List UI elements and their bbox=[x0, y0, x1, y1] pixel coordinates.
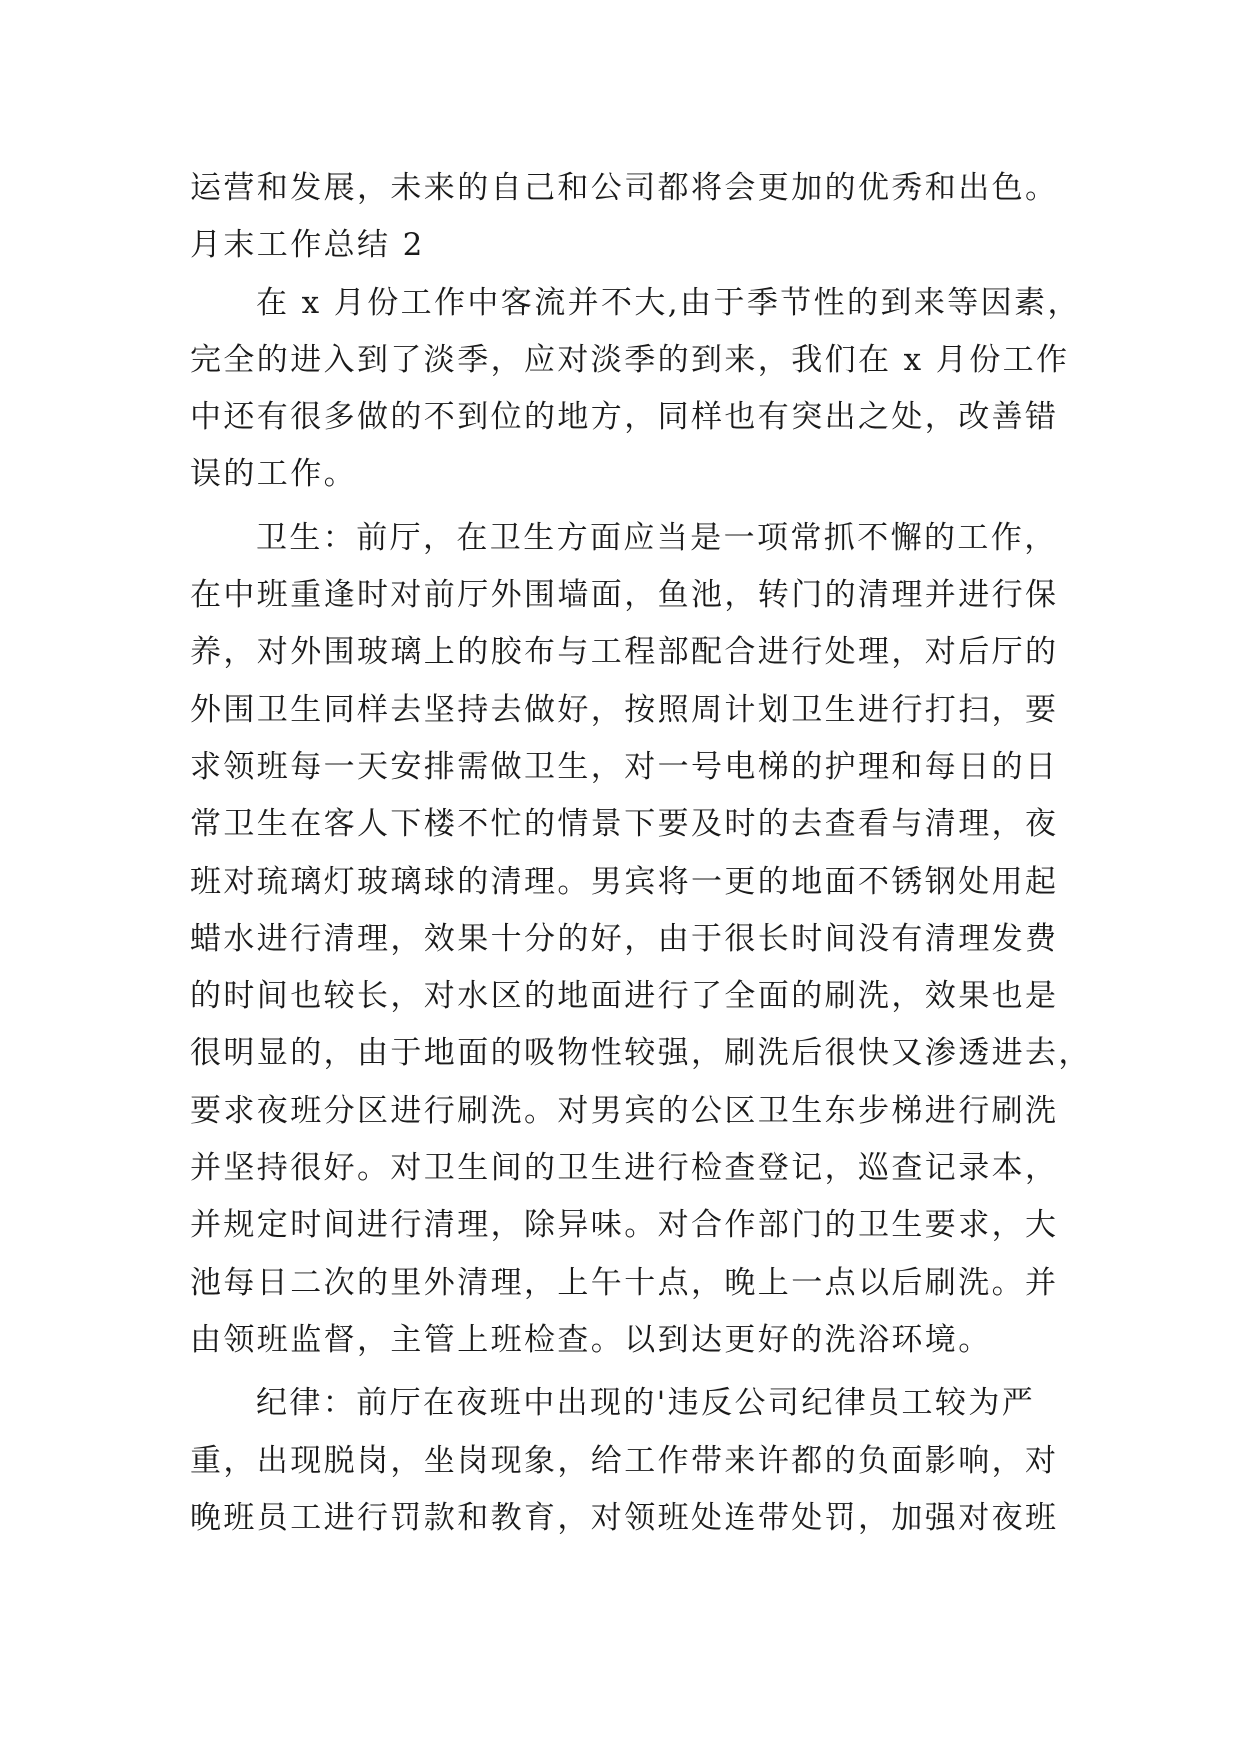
text-line: 求领班每一天安排需做卫生，对一号电梯的护理和每日的日 bbox=[190, 748, 1059, 785]
text-line: 完全的进入到了淡季，应对淡季的到来，我们在 x 月份工作 bbox=[190, 341, 1070, 378]
document-body bbox=[190, 160, 1092, 1547]
text-line: 并坚持很好。对卫生间的卫生进行检查登记，巡查记录本， bbox=[190, 1150, 1059, 1187]
text-line: 由领班监督，主管上班检查。以到达更好的洗浴环境。 bbox=[190, 1321, 992, 1358]
text-line: 班对琉璃灯玻璃球的清理。男宾将一更的地面不锈钢处用起 bbox=[190, 863, 1059, 900]
text-line: 在中班重逢时对前厅外围墙面，鱼池，转门的清理并进行保 bbox=[190, 577, 1059, 614]
paragraph-first-line: 在 x 月份工作中客流并不大,由于季节性的到来等因素， bbox=[256, 284, 1081, 321]
text-line: 要求夜班分区进行刷洗。对男宾的公区卫生东步梯进行刷洗 bbox=[190, 1092, 1059, 1129]
text-line: 运营和发展，未来的自己和公司都将会更加的优秀和出色。 bbox=[190, 170, 1059, 206]
text-line: 池每日二次的里外清理，上午十点，晚上一点以后刷洗。并 bbox=[190, 1264, 1059, 1301]
text-line: 并规定时间进行清理，除异味。对合作部门的卫生要求，大 bbox=[190, 1207, 1059, 1244]
text-line: 很明显的，由于地面的吸物性较强，刷洗后很快又渗透进去， bbox=[190, 1035, 1092, 1072]
text-line: 误的工作。 bbox=[190, 456, 357, 493]
paragraph-first-line: 纪律：前厅在夜班中出现的'违反公司纪律员工较为严 bbox=[256, 1385, 1036, 1422]
paragraph-first-line: 卫生：前厅，在卫生方面应当是一项常抓不懈的工作， bbox=[256, 519, 1058, 556]
text-line: 晚班员工进行罚款和教育，对领班处连带处罚，加强对夜班 bbox=[190, 1499, 1059, 1536]
text-line: 重，出现脱岗，坐岗现象，给工作带来许都的负面影响，对 bbox=[190, 1442, 1059, 1479]
text-line: 的时间也较长，对水区的地面进行了全面的刷洗，效果也是 bbox=[190, 978, 1059, 1015]
section-heading: 月末工作总结 2 bbox=[190, 227, 425, 264]
text-line: 蜡水进行清理，效果十分的好，由于很长时间没有清理发费 bbox=[190, 920, 1059, 957]
text-line: 常卫生在客人下楼不忙的情景下要及时的去查看与清理，夜 bbox=[190, 806, 1059, 843]
text-line: 外围卫生同样去坚持去做好，按照周计划卫生进行打扫，要 bbox=[190, 691, 1059, 728]
text-line: 养，对外围玻璃上的胶布与工程部配合进行处理，对后厅的 bbox=[190, 634, 1059, 671]
text-line: 中还有很多做的不到位的地方，同样也有突出之处，改善错 bbox=[190, 399, 1059, 436]
